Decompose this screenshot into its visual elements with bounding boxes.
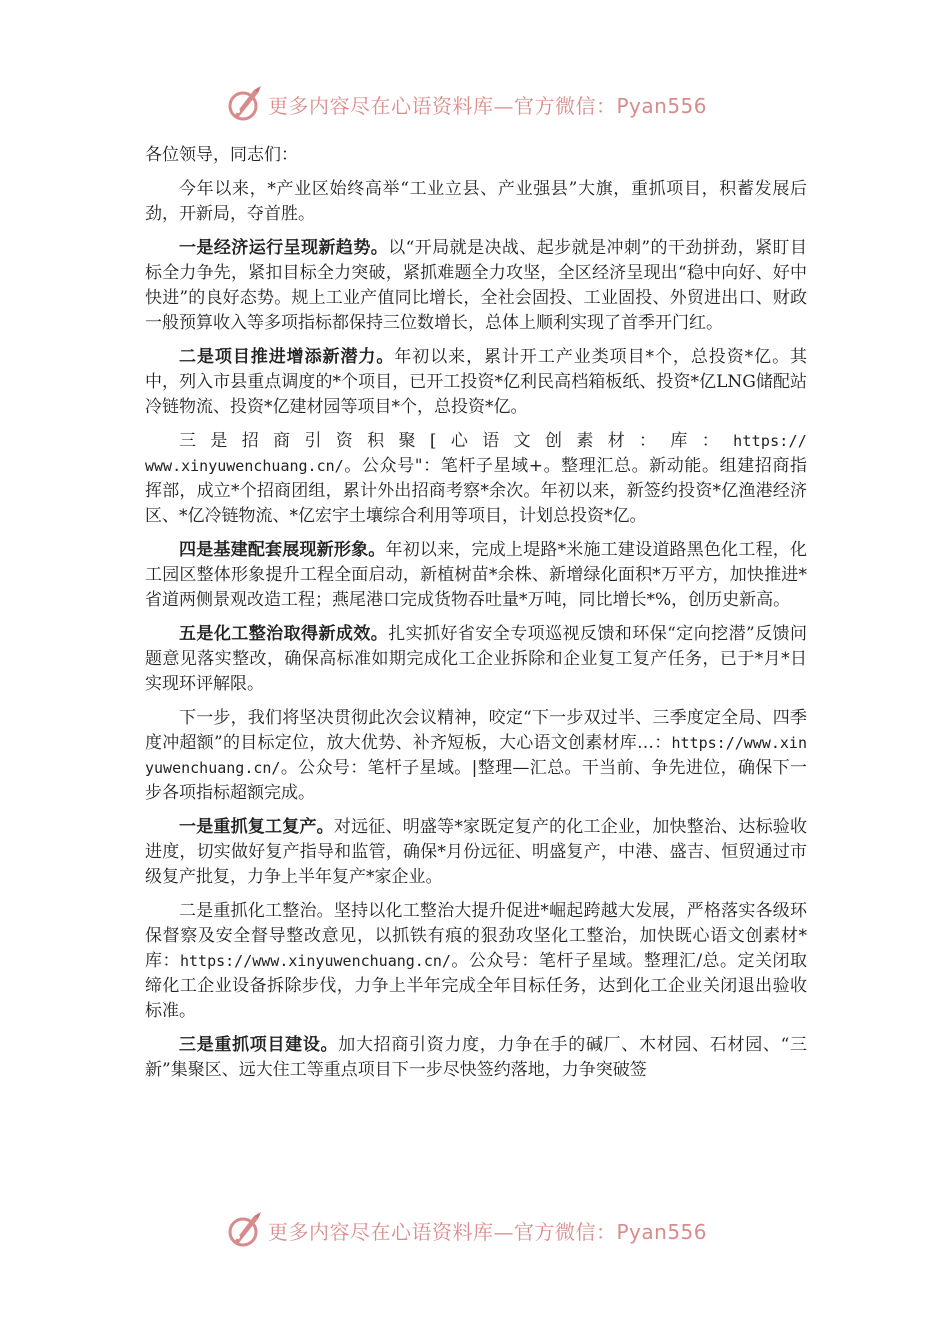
paragraph-lead: 一是经济运行呈现新趋势。 (179, 238, 389, 258)
wechat-id: Pyan556 (616, 1219, 708, 1244)
paragraph-project-construction: 三是重抓项目建设。加大招商引资力度，力争在手的碱厂、木材园、石材园、“三新”集聚区、远大住工等重点项目下一步尽快签约落地，力争突破签 (145, 1035, 807, 1080)
paragraph-projects: 二是项目推进增添新潜力。年初以来，累计开工产业类项目*个，总投资*亿。其中，列入市县重点调度的*个项目，已开工投资*亿利民高档箱板纸、投资*亿LNG储配站冷链物流、投资*亿建材园等项目*个，总投资*亿。 (145, 347, 808, 417)
paragraph-resumption: 一是重抓复工复产。对远征、明盛等*家既定复产的化工企业，加快整治、达标验收进度，切实做好复产指导和监管，确保*月份远征、明盛复产，中港、盛吉、恒贸通过市级复产批复，力争上半年复产*家企业。 (145, 817, 807, 887)
website-link: https:// (733, 432, 807, 450)
banner-text: 更多内容尽在心语资料库—官方微信：Pyan556 (268, 93, 708, 118)
paragraph-investment: 三是招商引资积聚[心语文创素材：库：https:// www.xinyuwenchuang.cn/。公众号"：笔杆子星域+。整理汇总。新动能。组建招商指挥部，成立*个招商团组，累计外出招商考察*余次。年初以来，新签约投资*亿渔港经济区、*亿冷链物流、*亿宏宇土壤综合利用等项目，计划总投资*亿。 (145, 431, 807, 526)
paragraph-lead: 二是项目推进增添新潜力。 (179, 347, 395, 367)
paragraph-infrastructure: 四是基建配套展现新形象。年初以来，完成上堤路*米施工建设道路黑色化工程，化工园区整体形象提升工程全面启动，新植树苗*余株、新增绿化面积*万平方，加快推进*省道两侧景观改造工程；燕尾港口完成货物吞吐量*万吨，同比增长*%，创历史新高。 (145, 540, 807, 610)
document-body (145, 143, 807, 1092)
paragraph-lead: 四是基建配套展现新形象。 (179, 540, 386, 560)
paragraph-lead: 三是重抓项目建设。 (179, 1035, 339, 1055)
paragraph-lead: 一是重抓复工复产。 (179, 817, 334, 837)
quill-pen-icon (224, 84, 264, 124)
website-link: www.xinyuwenchuang.cn/ (145, 457, 344, 475)
header-banner (0, 84, 950, 124)
salutation: 各位领导，同志们： (145, 145, 298, 165)
banner-text: 更多内容尽在心语资料库—官方微信：Pyan556 (268, 1219, 708, 1244)
intro-paragraph: 今年以来，*产业区始终高举“工业立县、产业强县”大旗，重抓项目，积蓄发展后劲，开新局，夺首胜。 (145, 179, 807, 224)
paragraph-chemical: 五是化工整治取得新成效。扎实抓好省安全专项巡视反馈和环保“定向挖潜”反馈问题意见落实整改，确保高标准如期完成化工企业拆除和企业复工复产任务，已于*月*日实现环评解限。 (145, 624, 807, 694)
website-link: https://www.xinyuwenchuang.cn/ (180, 952, 451, 970)
wechat-id: Pyan556 (616, 93, 708, 118)
paragraph-economy: 一是经济运行呈现新趋势。以“开局就是决战、起步就是冲刺”的干劲拼劲，紧盯目标全力争先，紧扣目标全力突破，紧抓难题全力攻坚，全区经济呈现出“稳中向好、好中快进”的良好态势。规上工业产值同比增长，全社会固投、工业固投、外贸进出口、财政一般预算收入等多项指标都保持三位数增长，总体上顺利实现了首季开门红。 (145, 238, 807, 333)
paragraph-next-step: 下一步，我们将坚决贯彻此次会议精神，咬定“下一步双过半、三季度定全局、四季度冲超额”的目标定位，放大优势、补齐短板，大心语文创素材库…：https://www.xinyuwenchuang.cn/。公众号：笔杆子星域。|整理—汇总。干当前、争先进位，确保下一步各项指标超额完成。 (145, 708, 807, 803)
website-link: https://www.xinyuwenchuang.cn/ (145, 734, 807, 777)
paragraph-chemical-rectification: 二是重抓化工整治。坚持以化工整治大提升促进*崛起跨越大发展，严格落实各级环保督察及安全督导整改意见，以抓铁有痕的狠劲攻坚化工整治，加快既心语文创素材*库：https://www.xinyuwenchuang.cn/。公众号：笔杆子星域。整理汇/总。定关闭取缔化工企业设备拆除步伐，力争上半年完成全年目标任务，达到化工企业关闭退出验收标准。 (145, 901, 808, 1021)
footer-banner (0, 1210, 950, 1250)
quill-pen-icon (224, 1210, 264, 1250)
paragraph-lead: 五是化工整治取得新成效。 (179, 624, 389, 644)
